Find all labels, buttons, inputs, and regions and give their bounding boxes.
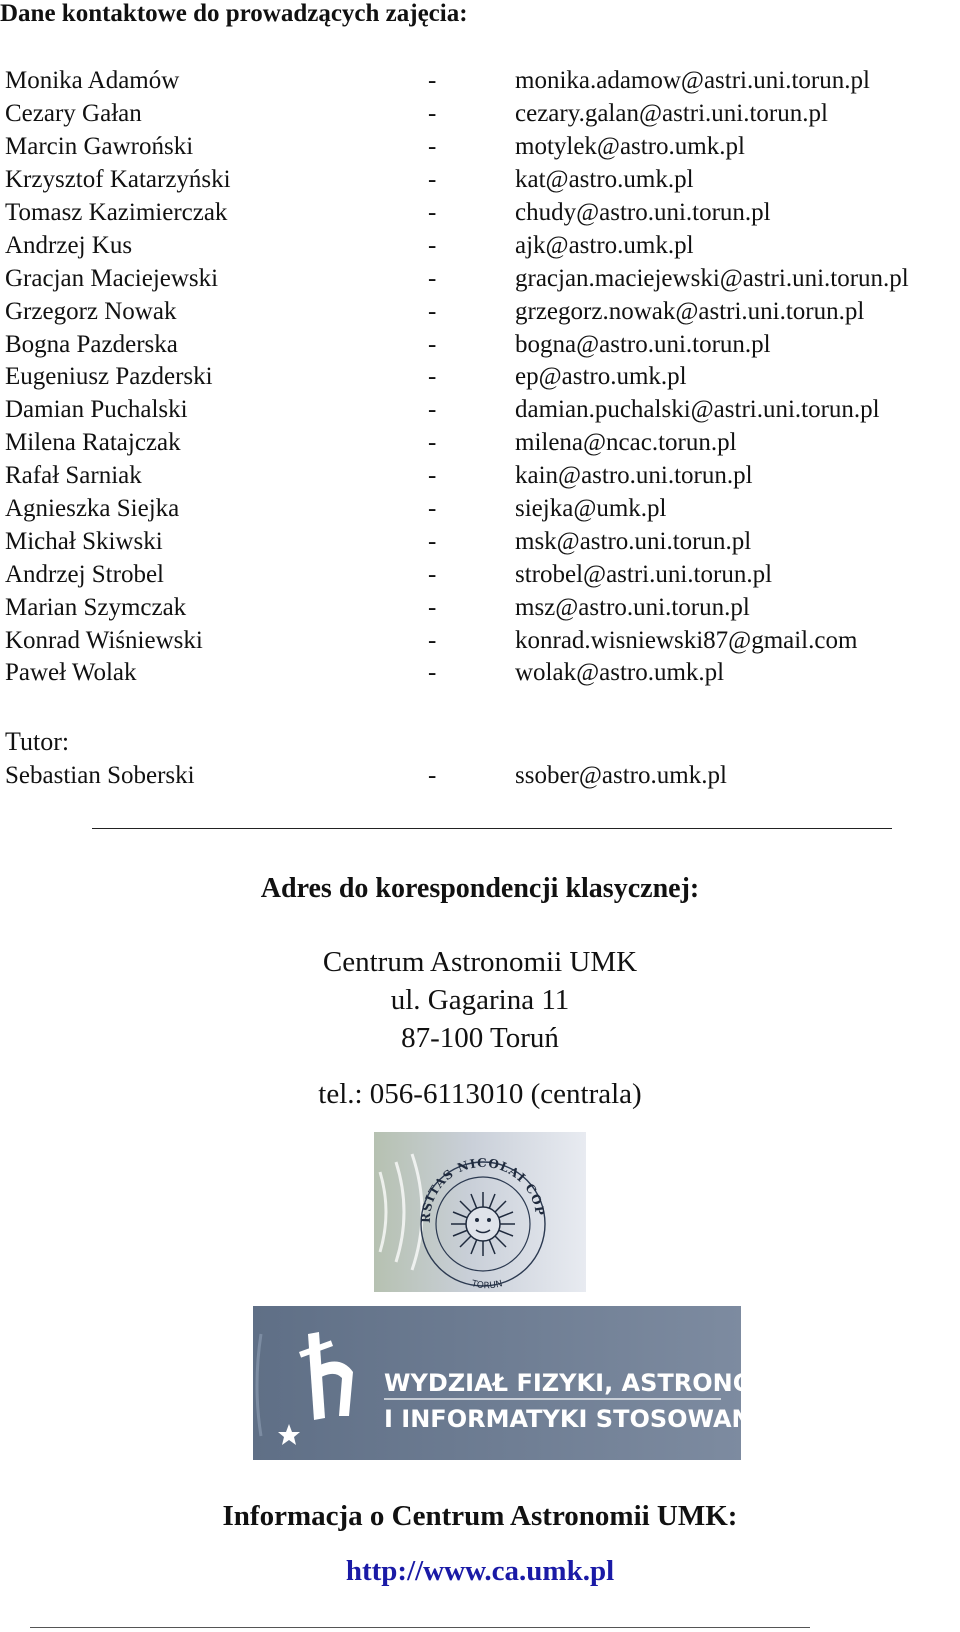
contact-name: Milena Ratajczak <box>5 429 181 457</box>
contact-name: Paweł Wolak <box>5 659 137 687</box>
contact-name: Konrad Wiśniewski <box>5 626 203 654</box>
contact-name: Damian Puchalski <box>5 396 188 424</box>
footer-divider <box>30 1627 810 1628</box>
contact-row <box>5 229 945 262</box>
contact-email[interactable]: grzegorz.nowak@astri.uni.torun.pl <box>515 297 865 325</box>
info-title: Informacja o Centrum Astronomii UMK: <box>222 1500 738 1532</box>
separator-dash: - <box>428 330 437 358</box>
separator-dash: - <box>428 231 437 259</box>
contact-name: Agnieszka Siejka <box>5 495 180 523</box>
contact-email[interactable]: ajk@astro.umk.pl <box>515 231 694 259</box>
contact-email[interactable]: cezary.galan@astri.uni.torun.pl <box>515 100 828 128</box>
contact-email[interactable]: ep@astro.umk.pl <box>515 363 687 391</box>
separator-dash: - <box>428 67 437 95</box>
separator-dash: - <box>428 659 437 687</box>
contact-name: Monika Adamów <box>5 67 180 95</box>
address-line-city: 87-100 Toruń <box>401 1022 559 1054</box>
separator-dash: - <box>428 762 437 790</box>
separator-dash: - <box>428 264 437 292</box>
contact-email[interactable]: milena@ncac.torun.pl <box>515 429 737 457</box>
separator-dash: - <box>428 560 437 588</box>
contact-row <box>5 525 945 558</box>
contact-name: Cezary Gałan <box>5 100 142 128</box>
contact-email[interactable]: kain@astro.uni.torun.pl <box>515 462 753 490</box>
separator-dash: - <box>428 297 437 325</box>
contact-email[interactable]: bogna@astro.uni.torun.pl <box>515 330 771 358</box>
contact-name: Grzegorz Nowak <box>5 297 177 325</box>
contact-email[interactable]: siejka@umk.pl <box>515 495 667 523</box>
tutor-name: Sebastian Soberski <box>5 762 195 790</box>
contact-email[interactable]: konrad.wisniewski87@gmail.com <box>515 626 858 654</box>
contact-row <box>5 131 945 164</box>
contact-name: Michał Skiwski <box>5 527 163 555</box>
separator-dash: - <box>428 133 437 161</box>
separator-dash: - <box>428 363 437 391</box>
separator-dash: - <box>428 429 437 457</box>
contact-email[interactable]: chudy@astro.uni.torun.pl <box>515 199 771 226</box>
contact-row <box>5 591 945 624</box>
university-seal-logo <box>374 1132 586 1292</box>
contact-email[interactable]: monika.adamow@astri.uni.torun.pl <box>515 67 870 95</box>
contact-row <box>5 493 945 526</box>
separator-dash: - <box>428 626 437 654</box>
contact-name: Bogna Pazderska <box>5 330 178 358</box>
contact-row <box>5 328 945 361</box>
faculty-logo-graphic <box>253 1306 795 1460</box>
separator-dash: - <box>428 166 437 194</box>
page-heading: Dane kontaktowe do prowadzących zajęcia: <box>0 0 468 27</box>
tutor-label: Tutor: <box>5 727 70 756</box>
contact-name: Krzysztof Katarzyński <box>5 166 231 194</box>
contact-row <box>5 361 945 394</box>
postal-title: Adres do korespondencji klasycznej: <box>260 873 700 904</box>
contact-email[interactable]: strobel@astri.uni.torun.pl <box>515 560 773 588</box>
contact-row <box>5 164 945 197</box>
contact-row <box>5 394 945 427</box>
contact-email[interactable]: gracjan.maciejewski@astri.uni.torun.pl <box>515 264 909 292</box>
contact-name: Andrzej Kus <box>5 231 133 259</box>
seal-text: RSITAS NICOLAI COP <box>418 1155 547 1224</box>
contact-email[interactable]: kat@astro.umk.pl <box>515 166 694 194</box>
faculty-logo-banner <box>253 1306 795 1460</box>
contact-email[interactable]: msz@astro.uni.torun.pl <box>515 593 750 621</box>
contact-name: Rafał Sarniak <box>5 462 142 490</box>
separator-dash: - <box>428 527 437 555</box>
contact-row <box>5 558 945 591</box>
address-line-street: ul. Gagarina 11 <box>390 984 570 1016</box>
separator-dash: - <box>428 199 437 226</box>
contact-row <box>5 657 945 690</box>
contact-email[interactable]: wolak@astro.umk.pl <box>515 659 725 687</box>
address-line-institution: Centrum Astronomii UMK <box>322 946 638 978</box>
website-link[interactable]: http://www.ca.umk.pl <box>345 1555 615 1587</box>
contact-email[interactable]: motylek@astro.umk.pl <box>515 133 745 161</box>
seal-city: TORUN <box>470 1279 504 1292</box>
phone-number: tel.: 056-6113010 (centrala) <box>318 1078 642 1110</box>
contact-row <box>5 65 945 98</box>
contact-row <box>5 295 945 328</box>
contact-row <box>5 262 945 295</box>
faculty-name-line2: I INFORMATYKI STOSOWANEJ <box>384 1405 777 1433</box>
separator-dash: - <box>428 100 437 128</box>
contact-row <box>5 460 945 493</box>
separator-dash: - <box>428 462 437 490</box>
seal-graphic <box>374 1132 586 1292</box>
contact-name: Andrzej Strobel <box>5 560 164 588</box>
tutor-row <box>5 760 945 793</box>
faculty-name-line1: WYDZIAŁ FIZYKI, ASTRONOMII <box>384 1369 795 1397</box>
separator-dash: - <box>428 593 437 621</box>
separator-dash: - <box>428 396 437 424</box>
contact-row <box>5 624 945 657</box>
contact-row <box>5 98 945 131</box>
contact-name: Gracjan Maciejewski <box>5 264 219 292</box>
contact-row <box>5 427 945 460</box>
contact-email[interactable]: damian.puchalski@astri.uni.torun.pl <box>515 396 880 424</box>
separator-dash: - <box>428 495 437 523</box>
contact-name: Eugeniusz Pazderski <box>5 363 213 391</box>
contact-row <box>5 197 945 230</box>
contact-name: Marcin Gawroński <box>5 133 194 161</box>
tutor-email[interactable]: ssober@astro.umk.pl <box>515 762 727 790</box>
contact-email[interactable]: msk@astro.uni.torun.pl <box>515 527 752 555</box>
contact-list <box>5 65 945 690</box>
contact-name: Tomasz Kazimierczak <box>5 199 228 226</box>
contact-name: Marian Szymczak <box>5 593 187 621</box>
section-divider <box>92 828 892 829</box>
